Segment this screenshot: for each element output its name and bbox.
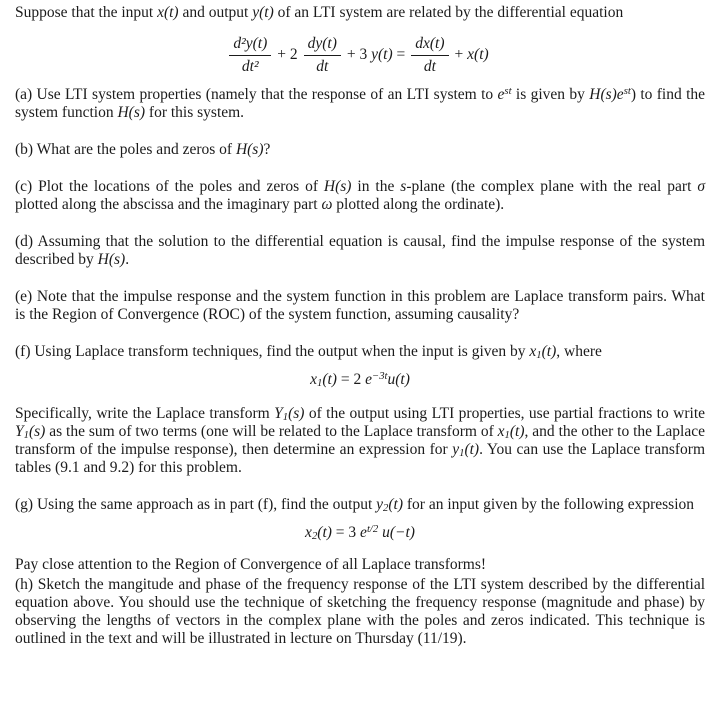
x1-input-equation: $x_1(t) = 2$ $e^{-3t}u(t)$ (310, 369, 410, 390)
part-e: (e) Note that the impulse response and the system function in this problem are Laplace transform pairs. What is the Region of Convergence (ROC) of the system function, assuming causality? (15, 287, 705, 323)
fraction-dx-dt (411, 35, 448, 76)
fraction-numerator: d²y(t) (229, 35, 271, 56)
equation-term: + 3 y(t) = (346, 46, 406, 64)
x2-input-equation: $x_2(t) = 3$ $e^{t/2}$ u(−t) (305, 522, 415, 543)
part-a: (a) Use LTI system properties (namely that the response of an LTI system to $e^{st}$ is given by $H(s)e^{st}$) to find the system function H(s) for this system. (15, 84, 706, 121)
fraction-d2y-dt2 (229, 35, 271, 76)
part-d: (d) Assuming that the solution to the differential equation is causal, find the impulse response of the system described by H(s). (15, 232, 705, 268)
pay-attention-note: Pay close attention to the Region of Convergence of all Laplace transforms! (15, 555, 487, 573)
fraction-denominator: dt (423, 57, 436, 75)
problem-intro: Suppose that the input x(t) and output y(t) of an LTI system are related by the differential equation (15, 4, 624, 21)
differential-equation (15, 35, 705, 76)
fraction-numerator: dx(t) (411, 35, 448, 56)
fraction-denominator: dt (316, 57, 329, 75)
part-c: (c) Plot the locations of the poles and zeros of H(s) in the s-plane (the complex plane with the real part σ plotted along the abscissa and the imaginary part ω plotted along the ordinate). (15, 177, 705, 213)
part-g: (g) Using the same approach as in part (f), find the output $y_2(t)$ for an input given by the following expression (15, 495, 695, 515)
equation-term: + x(t) (454, 46, 489, 64)
fraction-denominator: dt² (241, 57, 259, 75)
equation-term: + 2 (277, 46, 298, 64)
part-h: (h) Sketch the mangitude and phase of the frequency response of the LTI system described by the differential equation above. You should use the technique of sketching the frequency response (magnitude and phase) by observing the lengths of vectors in the complex plane with the poles and zeros indicated. This technique is outlined in the text and will be illustrated in lecture on Thursday (11/19). (15, 575, 705, 647)
part-f: (f) Using Laplace transform techniques, find the output when the input is given by $x_1(t)$, where (15, 342, 602, 362)
fraction-dy-dt (304, 35, 341, 76)
fraction-numerator: dy(t) (304, 35, 341, 56)
specifically-paragraph: Specifically, write the Laplace transform $Y_1(s)$ of the output using LTI properties, use partial fractions to write $Y_1(s)$ as the sum of two terms (one will be related to the Laplace transform of $x_1(t)$, and the other to the Laplace transform of the impulse response), then determine an expression for $y_1(t)$. You can use the Laplace transform tables (9.1 and 9.2) for this problem. (15, 404, 706, 476)
part-b: (b) What are the poles and zeros of H(s)? (15, 140, 271, 158)
